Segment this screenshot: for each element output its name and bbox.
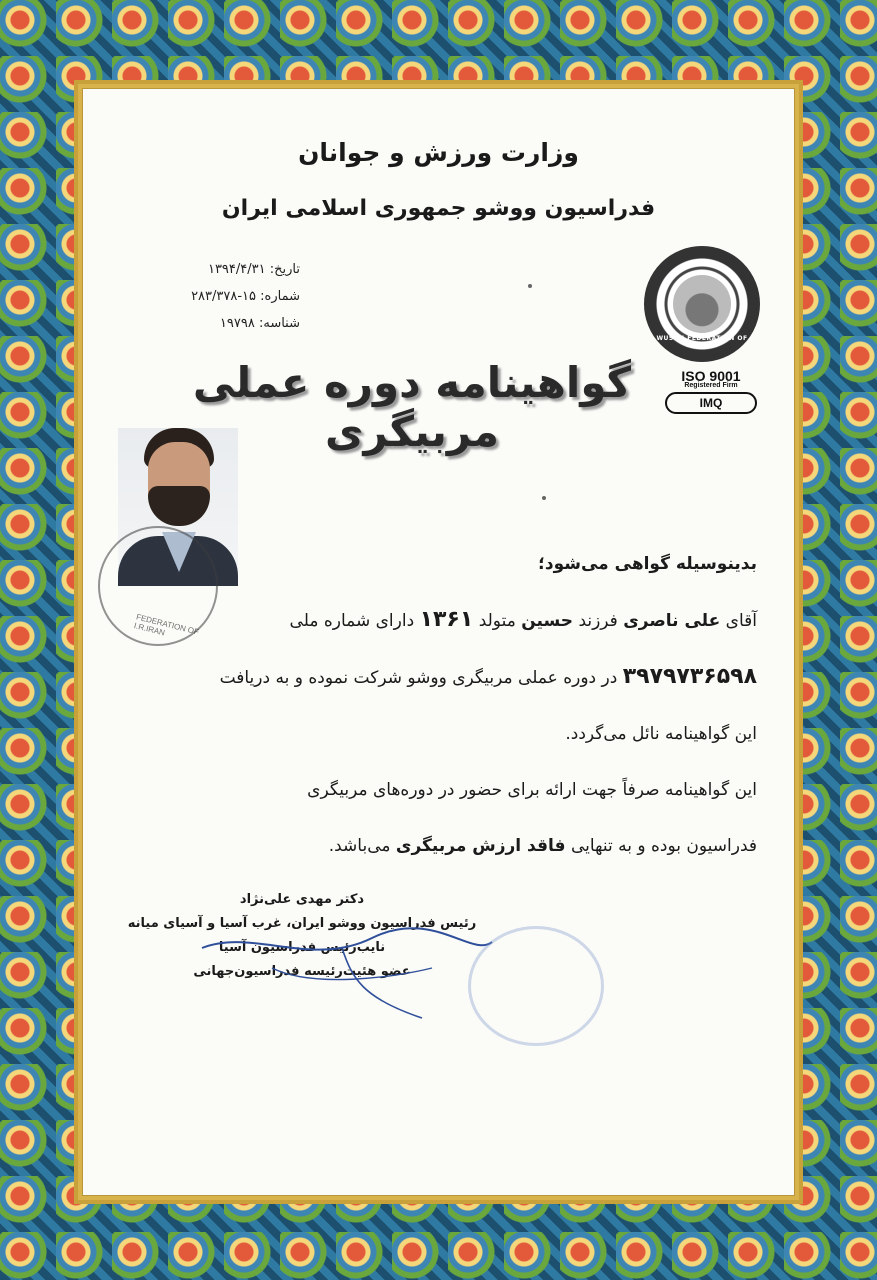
ministry-heading: وزارت ورزش و جوانان	[298, 138, 579, 167]
meta-id: شناسه: ۱۹۷۹۸	[219, 316, 300, 331]
body-line-5: فدراسیون بوده و به تنهایی فاقد ارزش مربیگری می‌باشد.	[328, 836, 757, 856]
signatory-role-1: رئیس فدراسیون ووشو ایران، غرب آسیا و آسیای میانه	[127, 916, 477, 931]
seal-text: WUSHU FEDERATION OF I.R.IRAN	[656, 335, 748, 349]
father-name: حسین	[521, 611, 574, 631]
body-line-3: این گواهینامه نائل می‌گردد.	[565, 724, 757, 744]
national-id: ۳۹۷۹۷۳۶۵۹۸	[622, 664, 757, 689]
greeting: بدینوسیله گواهی می‌شود؛	[538, 554, 757, 574]
signatory-role-2: نایب‌رئیس فدراسیون آسیا	[218, 940, 386, 955]
signatory-role-3: عضو هئیت‌رئیسه فدراسیون‌جهانی	[193, 964, 411, 979]
imq-badge: IMQ	[665, 392, 757, 414]
birth-year: ۱۳۶۱	[419, 607, 474, 632]
body-line-2: ۳۹۷۹۷۳۶۵۹۸ در دوره عملی مربیگری ووشو شرکت نموده و به دریافت	[219, 664, 757, 689]
photo-stamp: FEDERATION OF I.R.IRAN	[98, 526, 218, 646]
certificate-paper	[82, 88, 795, 1196]
meta-date: تاریخ: ۱۳۹۴/۴/۳۱	[207, 262, 300, 277]
body-line-1: آقای علی ناصری فرزند حسین متولد ۱۳۶۱ دارای شماره ملی	[289, 607, 757, 632]
document-meta	[100, 256, 300, 337]
federation-heading: فدراسیون ووشو جمهوری اسلامی ایران	[221, 196, 656, 221]
federation-seal-logo	[644, 246, 760, 362]
certificate-title: گواهینامه دوره عملی مربیگری	[192, 358, 632, 456]
official-stamp	[468, 926, 604, 1046]
handwritten-signature	[192, 908, 502, 1028]
body-line-4: این گواهینامه صرفاً جهت ارائه برای حضور در دوره‌های مربیگری	[307, 780, 757, 800]
iso-logo	[662, 368, 760, 414]
certificate-body	[117, 536, 757, 874]
iso-subtitle: Registered Firm	[684, 382, 738, 389]
seal-emblem-icon	[673, 275, 731, 333]
iso-title: ISO 9001	[681, 368, 741, 384]
holder-name: علی ناصری	[623, 611, 721, 631]
signatory-name: دکتر مهدی علی‌نژاد	[239, 892, 365, 907]
meta-number: شماره: ۱۵-۲۸۳/۳۷۸	[191, 289, 300, 304]
